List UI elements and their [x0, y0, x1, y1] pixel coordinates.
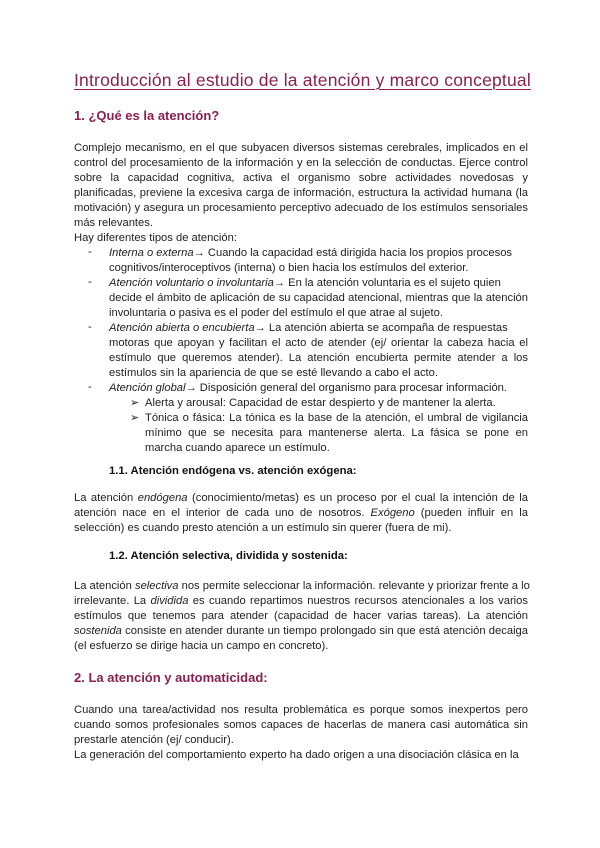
paragraph-line — [74, 624, 528, 639]
paragraph-line: La generación del comportamiento experto ha dado origen a una disociación clásica en la — [74, 749, 519, 761]
list-bullet: - — [88, 246, 92, 258]
intro-line: motivación) y asegura un procesamiento perceptivo adecuado de los estímulos sensoriales — [74, 202, 528, 214]
list-bullet: - — [88, 381, 92, 393]
intro-line: sobre la capacidad cognitiva, activa el organismo sobre actividades novedosas y — [74, 172, 528, 184]
paragraph-line — [74, 579, 528, 594]
text-run: irrelevante. La — [74, 595, 151, 607]
list-bullet: - — [88, 276, 92, 288]
term-dividida: dividida — [150, 595, 189, 607]
intro-line: control del procesamiento de la información y en la selección de conductas. Ejerce control — [74, 157, 528, 169]
term-selectiva: selectiva — [134, 580, 179, 592]
list-item-text: La atención abierta se acompaña de respuestas — [265, 322, 508, 334]
list-item-text: estímulo que queremos atender). La atención encubierta permite atender a los — [109, 352, 528, 364]
sub-list-text: Tónica o fásica: La tónica es la base de la atención, el umbral de vigilancia — [145, 412, 528, 424]
intro-line: planificadas, previene la excesiva carga de información, estructura la actividad humana (la — [74, 187, 528, 199]
text-run: La atención — [74, 492, 138, 504]
intro-line: Complejo mecanismo, en el que subyacen diversos sistemas cerebrales, implicados en el — [74, 142, 528, 154]
section-1-1-heading: 1.1. Atención endógena vs. atención exógena: — [109, 465, 357, 477]
paragraph-line: cuando somos profesionales somos capaces de hacerlas de manera casi automática sin — [74, 719, 528, 731]
paragraph-line — [74, 594, 528, 609]
text-run: nos permite seleccionar la información. relevante y priorizar frente a lo — [178, 580, 530, 592]
arrow-bullet-icon: ➢ — [130, 397, 140, 409]
text-run: consiste en atender durante un tiempo prolongado sin que está atención decaiga — [121, 625, 528, 637]
text-run: La atención — [74, 580, 135, 592]
types-intro: Hay diferentes tipos de atención: — [74, 232, 237, 244]
paragraph-line — [74, 491, 528, 506]
list-item-first-line — [109, 246, 512, 261]
sub-list-text: Alerta y arousal: Capacidad de estar despierto y de mantener la alerta. — [145, 397, 496, 409]
section-1-heading: 1. ¿Qué es la atención? — [74, 108, 220, 123]
text-run: atención nace en el interior de cada uno de nosotros. — [74, 507, 371, 519]
list-item-text: En la atención voluntaria es el sujeto quien — [285, 277, 501, 289]
list-item-first-line — [109, 321, 508, 336]
paragraph-line: estímulos que tenemos para atender (capacidad de hacer varias tareas). La atención — [74, 610, 528, 622]
sub-list-text: mínimo que se necesita para mantenerse alerta. La fásica se pone en — [145, 427, 528, 439]
list-item-text: Cuando la capacidad está dirigida hacia los propios procesos — [204, 247, 513, 259]
list-item-term: Interna o externa→ — [109, 247, 205, 259]
list-item-term: Atención global→ — [109, 382, 197, 394]
section-1-2-heading: 1.2. Atención selectiva, dividida y sostenida: — [109, 550, 348, 562]
paragraph-line: Cuando una tarea/actividad nos resulta problemática es porque somos inexpertos pero — [74, 704, 528, 716]
paragraph-line — [74, 506, 528, 521]
list-item-text: Disposición general del organismo para procesar información. — [196, 382, 508, 394]
text-run: (pueden influir en la — [414, 507, 528, 519]
list-item-text: motoras que apoyan y facilitan el acto de atender (ej/ orientar la cabeza hacia el — [109, 337, 528, 349]
term-sostenida: sostenida — [74, 625, 122, 637]
document-title: Introducción al estudio de la atención y marco conceptual — [74, 70, 531, 90]
list-bullet: - — [88, 321, 92, 333]
text-run: es cuando repartimos nuestros recursos atencionales a los varios — [188, 595, 528, 607]
list-item-first-line — [109, 381, 507, 396]
list-item-term: Atención abierta o encubierta→ — [109, 322, 266, 334]
list-item-text: cognitivos/interoceptivos (interna) o bien hacia los estímulos del exterior. — [109, 262, 469, 274]
list-item-text: involuntaria o pasiva es el poder del estímulo el que atrae al sujeto. — [109, 307, 443, 319]
text-run: (conocimiento/metas) es un proceso por el cual la intención de la — [187, 492, 528, 504]
sub-list-text: marcha cuando aparece un estímulo. — [145, 442, 330, 454]
intro-line: más relevantes. — [74, 217, 153, 229]
list-item-term: Atención voluntario o involuntaria→ — [109, 277, 285, 289]
paragraph-line: selección) es cuando presto atención a un estímulo sin querer (fuera de mi). — [74, 522, 452, 534]
list-item-first-line — [109, 276, 501, 291]
section-2-heading: 2. La atención y automaticidad: — [74, 670, 268, 685]
list-item-text: estímulos sin la apariencia de que se esté llevando a cabo el acto. — [109, 367, 438, 379]
term-endogena: endógena — [137, 492, 188, 504]
paragraph-line: (el esfuerzo se dirige hacia un campo en concreto). — [74, 640, 329, 652]
term-exogeno: Exógeno — [370, 507, 415, 519]
paragraph-line: prestarle atención (ej/ conducir). — [74, 734, 234, 746]
list-item-text: decide el ámbito de aplicación de su capacidad atencional, mientras que la atención — [109, 292, 528, 304]
arrow-bullet-icon: ➢ — [130, 412, 140, 424]
